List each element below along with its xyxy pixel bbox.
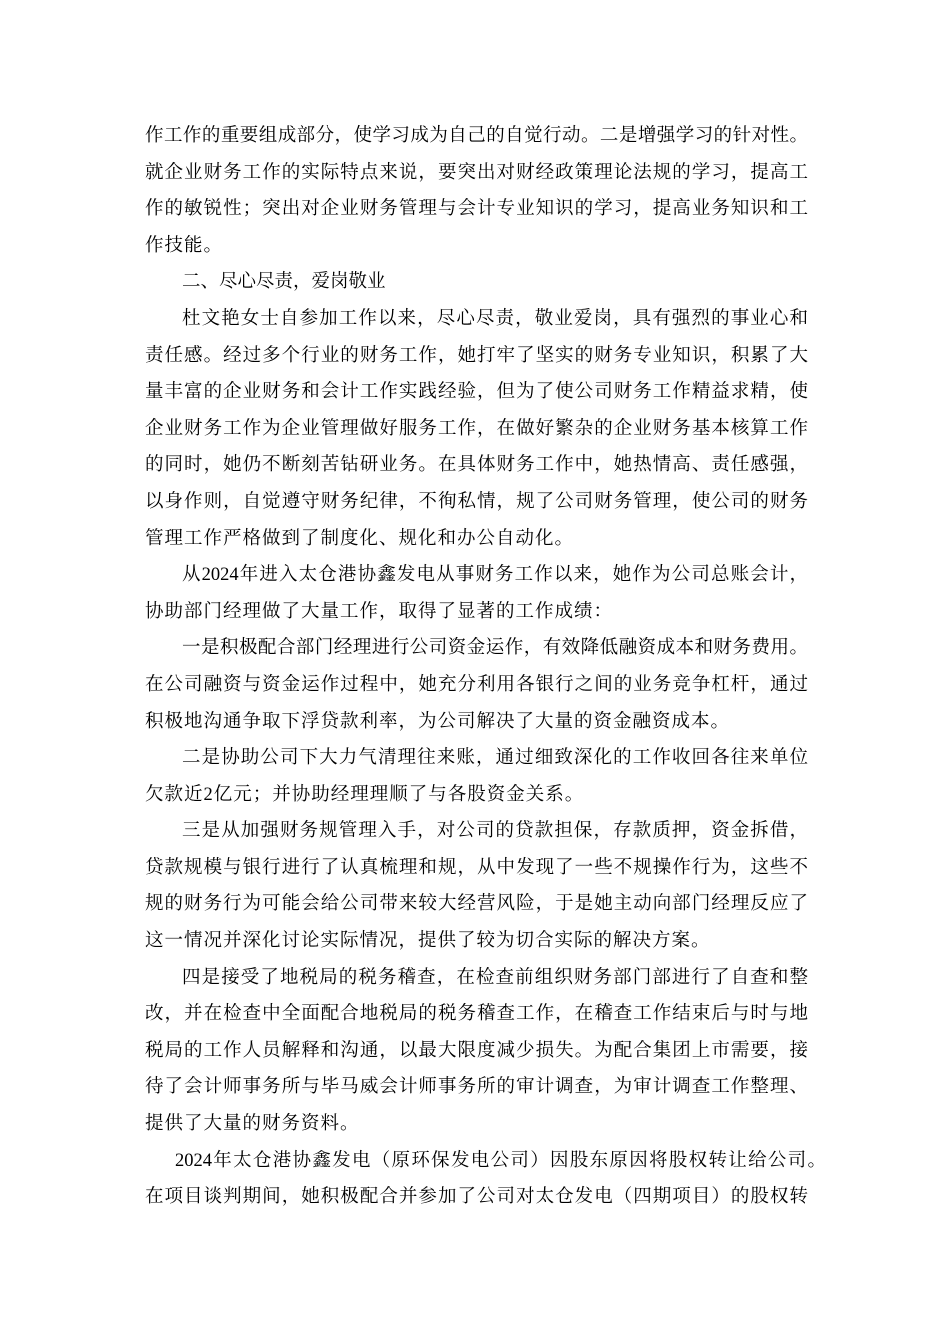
paragraph bbox=[145, 740, 808, 813]
text-line: 以身作则，自觉遵守财务纪律，不徇私情，规了公司财务管理，使公司的财务 bbox=[145, 491, 808, 512]
paragraph bbox=[145, 1143, 826, 1216]
text-line: 的同时，她仍不断刻苦钻研业务。在具体财务工作中，她热情高、责任感强， bbox=[145, 455, 808, 476]
text-line: 管理工作严格做到了制度化、规化和办公自动化。 bbox=[145, 528, 575, 549]
document-body bbox=[145, 118, 826, 1216]
text-line: 待了会计师事务所与毕马威会计师事务所的审计调查，为审计调查工作整理、 bbox=[145, 1077, 808, 1098]
section-heading bbox=[145, 264, 808, 301]
text-line: 从2024年进入太仓港协鑫发电从事财务工作以来，她作为公司总账会计， bbox=[182, 565, 808, 586]
paragraph bbox=[145, 301, 808, 557]
text-line: 欠款近2亿元；并协助经理理顺了与各股资金关系。 bbox=[145, 784, 585, 805]
text-line: 积极地沟通争取下浮贷款利率，为公司解决了大量的资金融资成本。 bbox=[145, 711, 731, 732]
text-line: 作工作的重要组成部分，使学习成为自己的自觉行动。二是增强学习的针对性。 bbox=[145, 126, 808, 146]
text-line: 贷款规模与银行进行了认真梳理和规，从中发现了一些不规操作行为，这些不 bbox=[145, 857, 808, 878]
text-line: 企业财务工作为企业管理做好服务工作，在做好繁杂的企业财务基本核算工作 bbox=[145, 418, 808, 439]
text-line: 三是从加强财务规管理入手，对公司的贷款担保，存款质押，资金拆借， bbox=[182, 821, 808, 842]
section-heading-text: 二、尽心尽责，爱岗敬业 bbox=[182, 272, 386, 293]
paragraph bbox=[145, 630, 808, 740]
text-line: 杜文艳女士自参加工作以来，尽心尽责，敬业爱岗，具有强烈的事业心和 bbox=[182, 308, 808, 329]
text-line: 这一情况并深化讨论实际情况，提供了较为切合实际的解决方案。 bbox=[145, 931, 711, 952]
text-line: 税局的工作人员解释和沟通，以最大限度减少损失。为配合集团上市需要，接 bbox=[145, 1040, 808, 1061]
text-line: 四是接受了地税局的税务稽查，在检查前组织财务部门部进行了自查和整 bbox=[182, 967, 808, 988]
text-line: 在项目谈判期间，她积极配合并参加了公司对太仓发电（四期项目）的股权转 bbox=[145, 1187, 808, 1208]
text-line: 量丰富的企业财务和会计工作实践经验，但为了使公司财务工作精益求精，使 bbox=[145, 382, 808, 403]
text-line: 在公司融资与资金运作过程中，她充分利用各银行之间的业务竞争杠杆，通过 bbox=[145, 674, 808, 695]
text-line: 协助部门经理做了大量工作，取得了显著的工作成绩： bbox=[145, 601, 614, 622]
text-line: 责任感。经过多个行业的财务工作，她打牢了坚实的财务专业知识，积累了大 bbox=[145, 345, 808, 366]
text-line: 规的财务行为可能会给公司带来较大经营风险，于是她主动向部门经理反应了 bbox=[145, 894, 808, 915]
text-line: 提供了大量的财务资料。 bbox=[145, 1114, 360, 1135]
text-line: 作技能。 bbox=[145, 235, 224, 256]
text-line: 2024年太仓港协鑫发电（原环保发电公司）因股东原因将股权转让给公司。 bbox=[175, 1150, 826, 1171]
text-line: 一是积极配合部门经理进行公司资金运作，有效降低融资成本和财务费用。 bbox=[182, 638, 808, 659]
paragraph bbox=[145, 557, 808, 630]
paragraph bbox=[145, 118, 808, 264]
text-line: 改，并在检查中全面配合地税局的税务稽查工作，在稽查工作结束后与时与地 bbox=[145, 1004, 808, 1025]
paragraph bbox=[145, 813, 808, 959]
text-line: 就企业财务工作的实际特点来说，要突出对财经政策理论法规的学习，提高工 bbox=[145, 162, 808, 183]
text-line: 作的敏锐性；突出对企业财务管理与会计专业知识的学习，提高业务知识和工 bbox=[145, 199, 808, 220]
text-line: 二是协助公司下大力气清理往来账，通过细致深化的工作收回各往来单位 bbox=[182, 748, 808, 769]
paragraph bbox=[145, 960, 808, 1143]
